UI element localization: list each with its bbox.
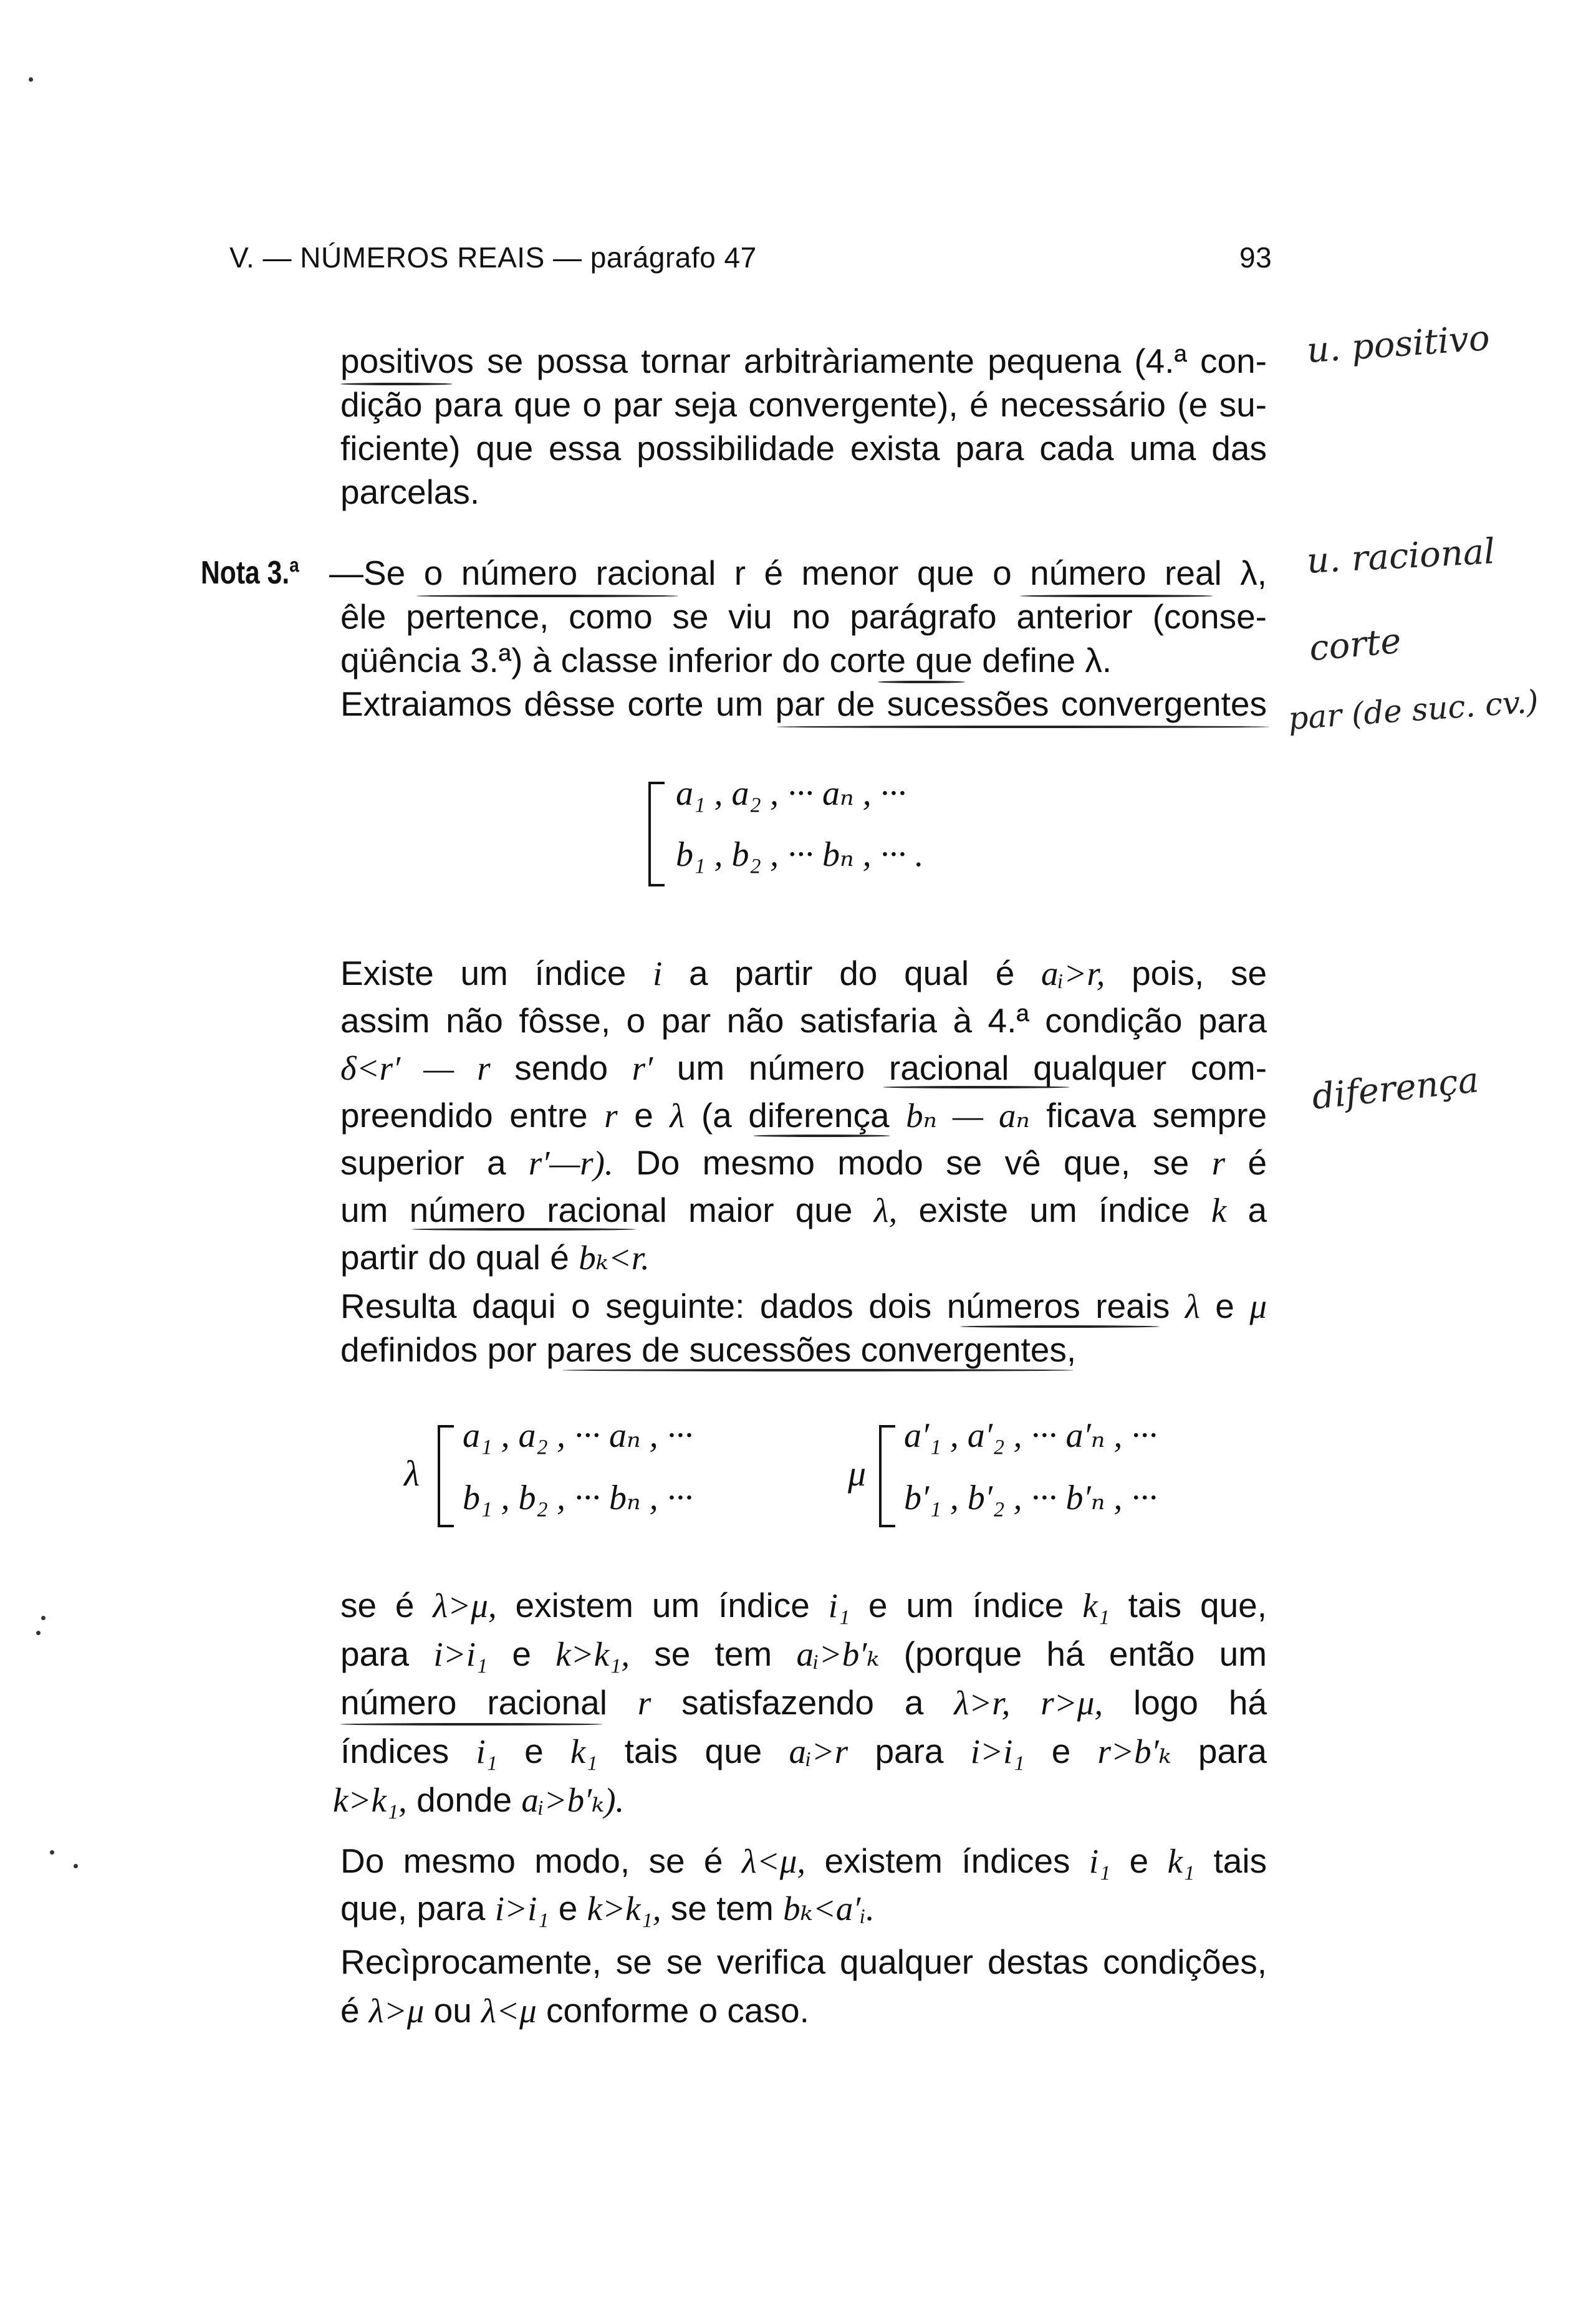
margin-note-diferenca: diferença — [1310, 1060, 1481, 1118]
text-line: Recìprocamente, se se verifica qualquer destas condições, — [340, 1942, 1267, 1981]
text-line — [340, 1236, 1267, 1280]
handwritten-underline — [562, 1369, 1074, 1371]
math: i>i₁ — [494, 1889, 549, 1928]
math: r — [1211, 1144, 1226, 1182]
text: Resulta daqui o seguinte: dados dois números reais — [340, 1287, 1170, 1325]
text: (porque há então um — [903, 1635, 1267, 1673]
text: a partir do qual é — [688, 954, 1015, 992]
text-line: qüência 3.ª) à classe inferior do corte que define λ. — [340, 641, 1112, 679]
text: conforme o caso. — [546, 1991, 809, 2030]
text-line — [340, 1046, 1267, 1090]
text: pois, se — [1132, 954, 1267, 992]
math: i₁ — [1089, 1842, 1111, 1880]
text: e — [634, 1096, 653, 1135]
text-line — [340, 951, 1267, 996]
math: aᵢ>b′ₖ). — [521, 1781, 625, 1819]
text: logo há — [1133, 1683, 1267, 1722]
text-line — [340, 1141, 1267, 1185]
text-line — [340, 1681, 1267, 1725]
text: e — [558, 1889, 578, 1928]
margin-note-positivo: u. positivo — [1305, 317, 1491, 372]
text: existe um índice — [918, 1191, 1190, 1229]
text: existem um índice — [515, 1586, 810, 1625]
text: tais — [1213, 1841, 1267, 1880]
handwritten-underline — [1020, 595, 1213, 597]
math: μ — [1249, 1287, 1267, 1325]
handwritten-underline — [753, 1135, 890, 1137]
margin-note-racional: u. racional — [1305, 531, 1496, 582]
math: i — [653, 954, 663, 992]
running-header — [229, 241, 757, 274]
lambda-label: λ — [404, 1453, 420, 1494]
text: superior a — [340, 1143, 506, 1182]
math: r — [637, 1684, 651, 1722]
text-line: Extraiamos dêsse corte um par de sucessões convergentes — [340, 684, 1267, 723]
handwritten-underline — [777, 726, 1269, 728]
text: donde — [416, 1780, 512, 1819]
math: r′ — [632, 1049, 653, 1087]
math: bₖ<r. — [579, 1239, 650, 1277]
text: preendido entre — [340, 1096, 588, 1135]
handwritten-underline — [411, 1228, 636, 1231]
text: para — [1198, 1732, 1267, 1770]
text: tais que — [624, 1732, 762, 1770]
text-line: êle pertence, como se viu no parágrafo anterior (conse- — [340, 597, 1267, 636]
text: se é — [340, 1586, 415, 1625]
text: tais que, — [1128, 1586, 1267, 1625]
scan-speck — [29, 77, 33, 82]
margin-note-par: par (de suc. cv.) — [1287, 683, 1540, 737]
text-line: ficiente) que essa possibilidade exista para cada uma das — [340, 429, 1267, 468]
left-brace — [438, 1425, 454, 1527]
page-number: 93 — [1239, 241, 1272, 274]
math: k>k₁, — [333, 1781, 407, 1819]
sequence-pair-mu — [879, 1415, 1266, 1540]
math: r>b′ₖ — [1097, 1732, 1171, 1770]
text-line — [340, 1989, 1267, 2033]
text-line: definidos por pares de sucessões convergentes, — [340, 1330, 1077, 1369]
text-line: assim não fôsse, o par não satisfaria à 4.ª condição para — [340, 1001, 1267, 1040]
text: ou — [433, 1991, 472, 2030]
math: λ<μ, — [741, 1842, 806, 1880]
nota-label: Nota 3.ª — [201, 555, 299, 591]
handwritten-underline — [340, 1723, 602, 1726]
text: (a diferença — [701, 1096, 890, 1135]
math: r>μ, — [1041, 1684, 1103, 1722]
math: i₁ — [476, 1732, 498, 1770]
math: λ<μ — [481, 1992, 537, 2030]
scan-speck — [50, 1850, 54, 1855]
scan-speck — [36, 1631, 41, 1635]
text: e — [1051, 1732, 1071, 1770]
chapter-title: V. — NÚMEROS REAIS — parágrafo 47 — [229, 241, 757, 274]
math: k₁ — [570, 1732, 598, 1770]
sequence-a-prime: a′₁ , a′₂ , ··· a′ₙ , ··· — [904, 1416, 1158, 1455]
math: k — [1211, 1191, 1227, 1229]
text: partir do qual é — [340, 1238, 569, 1277]
text: e — [524, 1732, 544, 1770]
text: para — [340, 1635, 410, 1673]
text-line — [340, 1583, 1267, 1628]
left-brace — [879, 1425, 895, 1527]
text-line: positivos se possa tornar arbitràriamente pequena (4.ª con- — [340, 342, 1267, 380]
text: e — [1129, 1841, 1149, 1880]
handwritten-underline — [416, 595, 678, 597]
math: λ — [670, 1097, 685, 1135]
sequence-pair-lambda — [438, 1415, 812, 1540]
text: para — [875, 1732, 944, 1770]
math: k>k₁, — [555, 1635, 630, 1673]
handwritten-underline — [960, 1325, 1160, 1328]
handwritten-underline — [340, 383, 453, 385]
text: a — [1247, 1191, 1267, 1229]
math: r′—r). — [528, 1144, 613, 1182]
math: aᵢ>r — [789, 1732, 848, 1770]
text: sendo — [514, 1049, 608, 1087]
mu-label: μ — [848, 1453, 867, 1494]
scan-speck — [74, 1864, 78, 1868]
math: i>i₁ — [433, 1635, 488, 1673]
scan-speck — [41, 1616, 46, 1620]
text-line — [340, 1632, 1267, 1676]
math: r — [604, 1097, 618, 1135]
text-line — [333, 1778, 1259, 1822]
text-line — [340, 1886, 1267, 1931]
text-line — [340, 1839, 1267, 1883]
text: se tem — [670, 1889, 774, 1928]
text: um número racional maior que — [340, 1191, 853, 1229]
text: é — [1247, 1143, 1267, 1182]
sequence-b: b₁ , b₂ , ··· bₙ , ··· — [463, 1479, 693, 1517]
math: k>k₁, — [587, 1889, 661, 1928]
text: Existe um índice — [340, 954, 627, 992]
text-line — [340, 1188, 1267, 1232]
text: se tem — [654, 1635, 772, 1673]
text: um número racional qualquer com- — [676, 1049, 1267, 1087]
math: i₁ — [828, 1587, 850, 1625]
handwritten-underline — [883, 1086, 1070, 1088]
sequence-a: a₁ , a₂ , ··· aₙ , ··· — [463, 1416, 693, 1455]
text-line — [340, 1093, 1267, 1138]
text: ficava sempre — [1046, 1096, 1267, 1135]
handwritten-underline — [878, 681, 965, 683]
left-brace — [648, 782, 665, 886]
math: λ>r, — [954, 1684, 1011, 1722]
math: λ>μ — [368, 1992, 425, 2030]
text: Do mesmo modo se vê que, se — [636, 1143, 1190, 1182]
math: λ, — [873, 1191, 898, 1229]
math: i>i₁ — [970, 1732, 1025, 1770]
math: bₙ — aₙ — [906, 1097, 1030, 1135]
text: existem índices — [824, 1841, 1070, 1880]
text-line — [340, 1729, 1267, 1774]
text: satisfazendo a — [681, 1683, 924, 1722]
math: aᵢ>b′ₖ — [796, 1635, 880, 1673]
text: e um índice — [868, 1586, 1064, 1625]
sequence-a: a₁ , a₂ , ··· aₙ , ··· — [676, 774, 906, 813]
text-line: parcelas. — [340, 473, 480, 511]
math: k₁ — [1082, 1587, 1110, 1625]
math: bₖ<a′ᵢ. — [783, 1889, 875, 1928]
math: δ<r′ — r — [340, 1049, 491, 1087]
text: e — [1215, 1287, 1234, 1325]
text-line — [340, 1284, 1267, 1328]
margin-note-corte: corte — [1307, 620, 1403, 670]
math: λ — [1185, 1287, 1200, 1325]
text-line: —Se o número racional r é menor que o número real λ, — [329, 554, 1267, 592]
text: número racional — [340, 1683, 607, 1722]
text: índices — [340, 1732, 449, 1770]
text: e — [512, 1635, 531, 1673]
sequence-b: b₁ , b₂ , ··· bₙ , ··· . — [676, 835, 924, 874]
math: λ>μ, — [433, 1587, 497, 1625]
sequence-pair — [648, 773, 1022, 898]
text: Do mesmo modo, se é — [340, 1841, 723, 1880]
math: aᵢ>r, — [1041, 954, 1105, 992]
text-line: dição para que o par seja convergente), é necessário (e su- — [340, 385, 1267, 424]
sequence-b-prime: b′₁ , b′₂ , ··· b′ₙ , ··· — [904, 1479, 1158, 1517]
text: que, para — [340, 1889, 486, 1928]
math: k₁ — [1167, 1842, 1195, 1880]
text: é — [340, 1991, 360, 2030]
